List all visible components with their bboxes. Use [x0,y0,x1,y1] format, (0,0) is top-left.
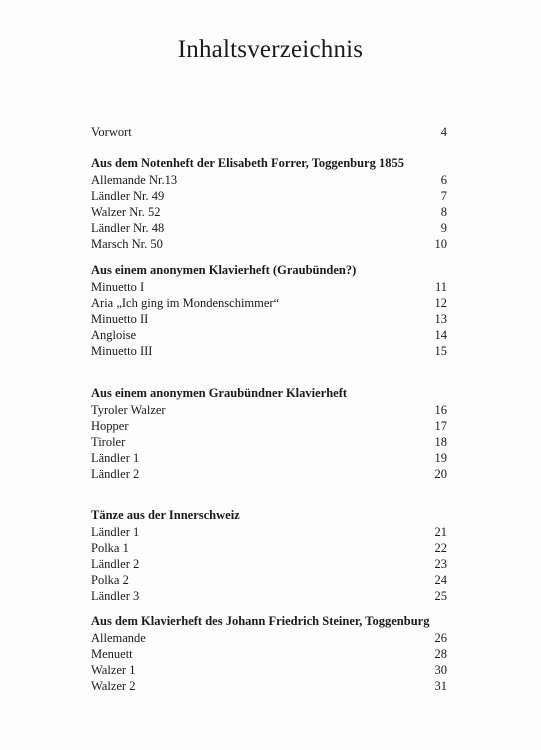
toc-entry-label: Walzer 1 [91,663,136,677]
toc-entry-page: 22 [434,541,447,555]
toc-entry-label: Walzer 2 [91,679,136,693]
toc-entry [91,450,447,466]
toc-entry [91,540,447,556]
toc-entry-page: 10 [434,237,447,251]
toc-entry [91,204,447,220]
toc-entry-label: Menuett [91,647,133,661]
section-heading: Aus dem Notenheft der Elisabeth Forrer, Toggenburg 1855 [91,156,404,170]
toc-entry-page: 16 [434,403,447,417]
toc-entry-page: 20 [434,467,447,481]
toc-entry-page: 30 [434,663,447,677]
toc-entry-label: Ländler Nr. 48 [91,221,165,235]
toc-entry [91,279,447,295]
toc-entry [91,646,447,662]
toc-entry-page: 12 [434,296,447,310]
toc-entry-label: Ländler Nr. 49 [91,189,165,203]
toc-entry-page: 15 [434,344,447,358]
toc-entry [91,343,447,359]
toc-entry [91,434,447,450]
toc-entry-page: 26 [434,631,447,645]
toc-entry-label: Allemande [91,631,146,645]
toc-entry-label: Tyroler Walzer [91,403,166,417]
toc-entry [91,172,447,188]
toc-entry-page: 31 [434,679,447,693]
section-heading: Tänze aus der Innerschweiz [91,508,240,522]
toc-entry-label: Marsch Nr. 50 [91,237,163,251]
toc-entry [91,630,447,646]
toc-entry [91,418,447,434]
toc-entry-label: Minuetto II [91,312,149,326]
toc-entry-page: 23 [434,557,447,571]
toc-entry [91,524,447,540]
toc-entry-page: 17 [434,419,447,433]
toc-entry-label: Ländler 1 [91,451,140,465]
toc-entry [91,402,447,418]
toc-entry-label: Angloise [91,328,137,342]
section-heading: Aus einem anonymen Graubündner Klavierheft [91,386,348,400]
toc-entry [91,188,447,204]
toc-entry-page: 14 [434,328,447,342]
toc-entry-label: Ländler 2 [91,557,140,571]
toc-entry-label: Allemande Nr.13 [91,173,178,187]
toc-entry-page: 28 [434,647,447,661]
toc-entry-label: Ländler 1 [91,525,140,539]
toc-entry-label: Aria „Ich ging im Mondenschimmer“ [91,296,280,310]
toc-entry-page: 8 [440,205,447,219]
section-heading: Aus einem anonymen Klavierheft (Graubünden?) [91,263,357,277]
toc-entry-label: Minuetto III [91,344,153,358]
toc-entry-page: 19 [434,451,447,465]
toc-entry [91,311,447,327]
toc-entry-label: Walzer Nr. 52 [91,205,161,219]
page-title: Inhaltsverzeichnis [177,36,364,63]
toc-entry-page: 11 [434,280,447,294]
toc-entry [91,327,447,343]
toc-entry [91,556,447,572]
toc-entry [91,678,447,694]
toc-entry [91,572,447,588]
toc-entry-page: 21 [434,525,447,539]
toc-entry [91,588,447,604]
toc-entry-label: Tiroler [91,435,126,449]
toc-entry-label: Hopper [91,419,129,433]
toc-entry-page: 13 [434,312,447,326]
toc-entry-label: Ländler 3 [91,589,140,603]
toc-entry-label: Ländler 2 [91,467,140,481]
toc-entry [91,220,447,236]
section-heading: Aus dem Klavierheft des Johann Friedrich Steiner, Toggenburg [91,614,430,628]
toc-entry-page: 7 [440,189,447,203]
toc-entry [91,662,447,678]
toc-entry-label: Minuetto I [91,280,145,294]
toc-entry-page: 18 [434,435,447,449]
toc-entry [91,295,447,311]
toc-entry-preface [91,124,447,140]
toc-entry [91,466,447,482]
toc-entry-label: Vorwort [91,125,132,139]
toc-entry-page: 4 [440,125,447,139]
toc-entry-label: Polka 1 [91,541,129,555]
toc-entry-page: 6 [440,173,447,187]
toc-entry-label: Polka 2 [91,573,129,587]
toc-entry [91,236,447,252]
toc-entry-page: 9 [440,221,447,235]
toc-entry-page: 25 [434,589,447,603]
toc-entry-page: 24 [434,573,447,587]
